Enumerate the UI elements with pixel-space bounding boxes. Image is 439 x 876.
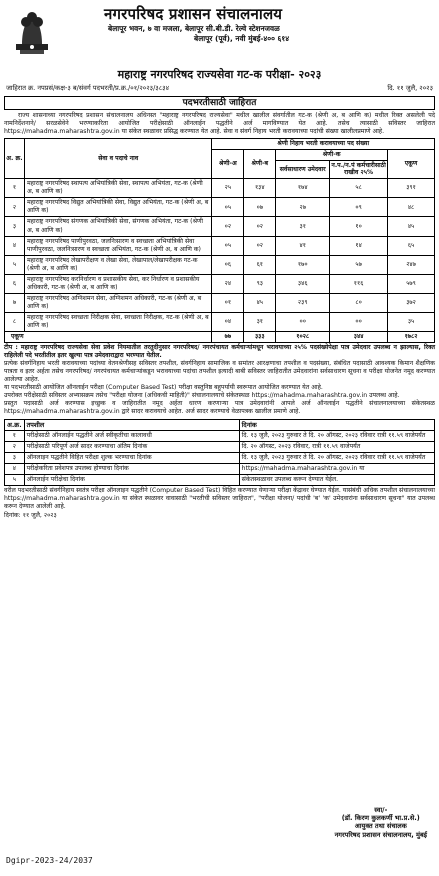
row-post-name: महाराष्ट्र नगरपरिषद अग्निशमन सेवा, अग्निशमन अधिकारी, गट-क (श्रेणी अ, ब आणि क) [24,293,211,312]
posts-table [4,138,435,343]
table-row [5,452,435,463]
row-sr: १ [5,179,25,198]
notes-section [4,344,435,417]
col-grade-a: श्रेणी-अ [212,149,244,178]
col-np-reserved: न.प./न.पं कर्मचारीसाठी राखीव २५% [330,160,388,179]
footer-paragraph: वरील पदभरतीसाठी संवर्गनिहाय स्वतंत्र परीक्षा ऑनलाइन पद्धतीने (Computer Based Test) विहित करण्यात येणाऱ्या परीक्षा केंद्रावर घेण्यात येईल. यासंबंधी अधिक तपशील संचालनालयाच्या https://mahadma.maharashtra.gov.in या संकेत स्थळावर वावासाठी "भरतीची सविस्तर जाहिरात", "परीक्षा योजना/ पदांची 'ब' 'क' उमेदवारांना सर्वसाधारण सूचना" यात उपलब्ध करून देण्यात आलेली आहे. [4,486,435,510]
sched-date: दि. १३ जुलै, २०२३ गुरुवार ते दि. २० ऑगस्ट, २०२३ रविवार रात्री ११.५९ वाजेपर्यंत [239,452,434,463]
row-sr: ४ [5,236,25,255]
state-emblem-icon [12,6,52,56]
col-total: एकूण [388,149,435,178]
row-grade-b: १३४ [244,179,276,198]
row-np: १० [330,217,388,236]
row-grade-a: ०२ [212,217,244,236]
row-open: १७४ [276,179,330,198]
row-grade-b: ०७ [244,198,276,217]
sched-sr: ३ [5,452,25,463]
table-row [5,313,435,332]
signature-sd: स्वा/- [374,806,388,814]
row-post-name: महाराष्ट्र नगरपरिषद विद्युत अभियांत्रिकी सेवा, विद्युत अभियंता, गट-क (श्रेणी अ, ब आणि क) [24,198,211,217]
row-grade-a: ०१ [212,293,244,312]
col-post-name: सेवा व पदाचे नाव [24,139,211,179]
total-grade-a: ७७ [212,332,244,343]
sched-sr: २ [5,441,25,452]
row-sr: ७ [5,293,25,312]
sched-sr: ४ [5,463,25,474]
sched-detail: परीक्षेसाठी परिपूर्ण अर्ज सादर करण्याचा अंतिम दिनांक [24,441,239,452]
sched-detail: ऑनलाइन पद्धतीने विहित परीक्षा शुल्क भरण्याचा दिनांक [24,452,239,463]
sched-date: दि. २० ऑगस्ट, २०२३ रविवार, रात्री ११.५९ वाजेपर्यंत [239,441,434,452]
date-line: दिनांक: ११ जुलै, २०२३ [4,512,57,519]
reference-line [4,84,435,96]
details-paragraph: प्रत्येक संवर्गनिहाय भरती करावयाच्या पदांच्या वेतनश्रेणीसह सविस्तर तपशील, संवर्गनिहाय सामाजिक व समांतर आरक्षणाचा तपशील व पदसंख्या, संबंधित पदासाठी आवश्यक किमान शैक्षणिक पात्रता व इतर अर्हता तसेच नगरपरिषद/ नगरपंचायत कर्मचाऱ्यांकडून भरावयाच्या पदांचा तपशील इत्यादी बाबी सविस्तर जाहिरातीत उमेदवारांना सर्वसाधारण सूचना व परीक्षा योजनेत नमूद करण्यात आलेल्या आहेत. [4,360,435,384]
cbt-paragraph: या पदभरतीसाठी आयोजित ऑनलाईन परीक्षा (Computer Based Test) परीक्षा वस्तुनिष्ठ बहुपर्यायी स्वरूपात आयोजित करण्यात येत आहे. [4,384,323,392]
row-total: ३७२ [388,293,435,312]
table-row [5,236,435,255]
row-np: ०९ [330,198,388,217]
row-open: ३१ [276,217,330,236]
sched-col-detail: तपशील [24,419,239,430]
total-grade-b: ३३३ [244,332,276,343]
table-row [5,441,435,452]
row-np: ५८ [330,179,388,198]
sched-sr: ५ [5,474,25,485]
sched-col-date: दिनांक [239,419,434,430]
table-row [5,430,435,441]
row-open: २३९ [276,293,330,312]
row-grade-a: २५ [212,179,244,198]
sched-detail: ऑनलाईन परीक्षेचा दिनांक [24,474,239,485]
row-post-name: महाराष्ट्र नगरपरिषद करनिर्धारण व प्रशासकीय सेवा, कर निर्धारण व प्रशासकीय अधिकारी, गट-क (श्रेणी अ, ब आणि क) [24,274,211,293]
table-row [5,293,435,312]
sched-sr: १ [5,430,25,441]
row-grade-b: ६१ [244,255,276,274]
schedule-table [4,419,435,486]
address-line-2: बेलापूर (पूर्व), नवी मुंबई-४०० ६१४ [194,34,290,43]
row-grade-a: ०५ [212,198,244,217]
sched-col-sr: अ.क्र. [5,419,25,430]
col-grade-b: श्रेणी-ब [244,149,276,178]
row-np: ८० [330,293,388,312]
row-open: १७० [276,255,330,274]
row-sr: ८ [5,313,25,332]
row-grade-b: ०२ [244,217,276,236]
table-row [5,198,435,217]
table-row [5,274,435,293]
row-open: ४१ [276,236,330,255]
total-all: १७८२ [388,332,435,343]
table-total-row [5,332,435,343]
intro-paragraph: राज्य शासनाच्या नगरपरिषद प्रशासन संचालनालय अधिनस्त "महाराष्ट्र नगरपरिषद राज्यसेवा" मधील खालील संवर्गातील गट-क (श्रेणी अ, ब आणि क) मधील रिक्त असलेली पदे नामनिर्देशनाने/ सरळसेवेने भरण्याकरिता आयोजित परीक्षेसाठी ऑनलाईन पद्धतीने अर्ज मागविण्यात येत आहे. तसेच त्यासाठी सविस्तर जाहिरात https://mahadma.maharashtra.gov.in या संकेत स्थळावर प्रसिद्ध करण्यात येत आहे. सेवा व संवर्ग निहाय भरती करावयाच्या पदांची संख्या खालीलप्रमाणे आहे. [4,112,435,136]
advertisement-page [4,4,435,872]
doc-code: Dgipr-2023-24/2037 [6,856,93,865]
signatory-name: (डॉ. किरण कुलकर्णी भा.प्र.से.) [341,814,420,823]
row-np: ११६ [330,274,388,293]
reference-number: जाहिरात क्र. नपप्रसं/कक्ष-३ ब/संवर्ग पदभरती/प्र.क्र./०१/२०२३/३८३४ [6,84,169,92]
row-total: २४७ [388,255,435,274]
table-row [5,179,435,198]
notice-title: पदभरतीसाठी जाहिरात [4,96,435,110]
row-np: ५७ [330,255,388,274]
sched-detail: परीक्षेकरिता प्रवेशपत्र उपलब्ध होण्याचा दिनांक [24,463,239,474]
row-np: ०० [330,313,388,332]
row-sr: ५ [5,255,25,274]
syllabus-paragraph: उपरोक्त परीक्षेसाठी सविस्तर अभ्यासक्रम तसेच "परीक्षा योजना (अधिकची माहिती)" संचालनालयाचे संकेतस्थळ https://mahadma.maharashtra.gov.in उपलब्ध आहे. [4,392,400,400]
row-total: ६५ [388,236,435,255]
row-grade-a: २४ [212,274,244,293]
total-open: १०२८ [276,332,330,343]
row-sr: २ [5,198,25,217]
org-title: नगरपरिषद प्रशासन संचालनालय [104,5,283,23]
row-sr: ३ [5,217,25,236]
col-open: सर्वसाधारण उमेदवार [276,160,330,179]
reference-date: दि. ११ जुलै, २०२३ [387,84,433,92]
row-total: ४५ [388,217,435,236]
row-grade-b: ०२ [244,236,276,255]
address-line-1: बेलापूर भवन, ७ वा मजला, बेलापूर सी.बी.डी. रेल्वे स्टेशनजवळ [108,24,280,33]
letterhead [4,4,435,64]
total-label: एकूण [5,332,212,343]
table-row [5,463,435,474]
table-row [5,255,435,274]
row-open: ३४६ [276,274,330,293]
apply-paragraph: प्रस्तुत पदासाठी अर्ज करण्यास इच्छुक व जाहिरातीत नमूद अर्हता धारण करणाऱ्या पात्र उमेदवारांनी आपले अर्ज ऑनलाईन पद्धतीने संचालनालयाच्या संकेतस्थळ https://mahadma.maharashtra.gov.in द्वारे सादर करावयाचे आहेत. अर्ज सादर करण्याचे वेळापत्रक खालील प्रमाणे आहे. [4,400,435,416]
row-open: ०० [276,313,330,332]
row-post-name: महाराष्ट्र नगरपरिषद स्वच्छता निरीक्षक सेवा, स्वच्छता निरीक्षक, गट-क (श्रेणी अ, ब आणि क) [24,313,211,332]
signatory-office: नगरपरिषद प्रशासन संचालनालय, मुंबई [334,830,427,839]
sched-date: https://mahadma.maharashtra.gov.in या [239,463,434,474]
row-open: २७ [276,198,330,217]
row-grade-b: ४५ [244,293,276,312]
row-grade-a: ०४ [212,313,244,332]
row-sr: ६ [5,274,25,293]
total-np: ३४४ [330,332,388,343]
col-sr: अ. क्र. [5,139,25,179]
col-group: श्रेणी निहाय भरती करावयाच्या पद संख्या [212,139,435,150]
sched-date: संकेतस्थळावर उपलब्ध करून देण्यात येईल. [239,474,434,485]
sched-detail: परीक्षेसाठी ऑनलाईन पद्धतीने अर्ज स्वीकृतीचा कालावधी [24,430,239,441]
row-post-name: महाराष्ट्र नगरपरिषद स्थापत्य अभियांत्रिकी सेवा, स्थापत्य अभियंता, गट-क (श्रेणी अ, ब आणि क) [24,179,211,198]
row-total: ४८ [388,198,435,217]
row-total: ५७९ [388,274,435,293]
signatory-designation: आयुक्त तथा संचालक [354,822,407,831]
col-grade-c: श्रेणी-क [276,149,388,160]
signature-block [335,806,427,839]
table-row [5,474,435,485]
sched-date: दि. १३ जुलै, २०२३ गुरुवार ते दि. २० ऑगस्ट, २०२३ रविवार रात्री ११.५९ वाजेपर्यंत [239,430,434,441]
row-np: १४ [330,236,388,255]
row-post-name: महाराष्ट्र नगरपरिषद पाणीपुरवठा, जलनिःसारण व स्वच्छता अभियांत्रिकी सेवा पाणीपुरवठा, जलनिःसारण व स्वच्छता अभियंता, गट-क (श्रेणी अ, ब आणि क) [24,236,211,255]
exam-title: महाराष्ट्र नगरपरिषद राज्यसेवा गट-क परीक्षा- २०२३ [117,68,322,81]
row-grade-a: ०६ [212,255,244,274]
row-grade-a: ०५ [212,236,244,255]
row-grade-b: ३१ [244,313,276,332]
row-grade-b: ९३ [244,274,276,293]
row-total: ३५ [388,313,435,332]
table-row [5,217,435,236]
row-post-name: महाराष्ट्र नगरपरिषद संगणक अभियांत्रिकी सेवा, संगणक अभियंता, गट-क (श्रेणी अ, ब आणि क) [24,217,211,236]
row-post-name: महाराष्ट्र नगरपरिषद लेखापरीक्षण व लेखा सेवा, लेखापाल/लेखापरीक्षक गट-क (श्रेणी अ, ब आणि क) [24,255,211,274]
row-total: ३९१ [388,179,435,198]
tip-paragraph: टीप : महाराष्ट्र नगरपरिषद राज्यसेवा सेवा प्रवेश नियमातील तरतुदीनुसार नगरपरिषद/ नगरपंचायत कर्मचाऱ्यांमधून भरावयाच्या २५% पदसंख्येपेक्षा पात्र उमेदवार उपलब्ध न झाल्यास, रिक्त राहिलेली पदे भरतीतील इतर खुल्या पात्र उमेदवाराद्वारा भरण्यात येतील. [4,343,435,359]
